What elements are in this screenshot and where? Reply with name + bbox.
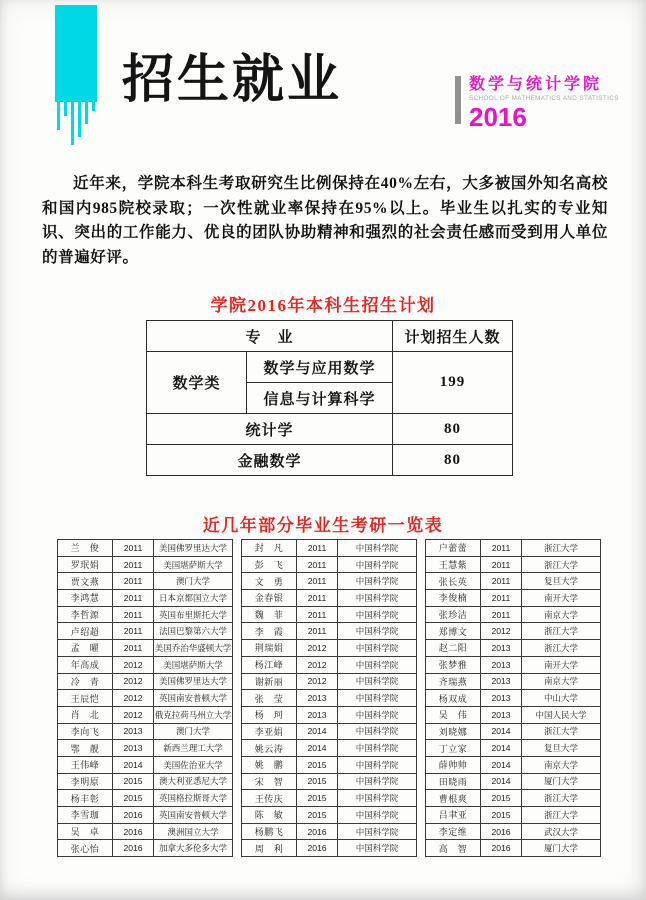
grad-cell-name: 李明原 (58, 773, 113, 790)
grad-cell-year: 2011 (113, 606, 154, 623)
grad-cell-school: 厦门大学 (522, 773, 601, 790)
grad-row (242, 573, 417, 590)
grad-row (242, 740, 417, 757)
grad-row (426, 723, 601, 740)
brush-drip-icon (78, 100, 81, 137)
grad-cell-school: 澳洲国立大学 (154, 823, 233, 840)
grad-cell-year: 2011 (297, 623, 338, 640)
grad-cell-name: 周 利 (242, 840, 297, 857)
grad-cell-name: 李向飞 (58, 723, 113, 740)
grad-cell-name: 吕聿亚 (426, 807, 481, 824)
grad-cell-school: 南京大学 (522, 606, 601, 623)
grad-row (426, 706, 601, 723)
grad-cell-name: 郑博文 (426, 623, 481, 640)
grad-cell-school: 美国堪萨斯大学 (154, 556, 233, 573)
grad-cell-year: 2016 (297, 823, 338, 840)
grad-cell-name: 李 霞 (242, 623, 297, 640)
grad-cell-school: 浙江大学 (522, 723, 601, 740)
grad-cell-year: 2011 (113, 573, 154, 590)
grad-row (426, 756, 601, 773)
grad-cell-year: 2015 (297, 807, 338, 824)
grad-cell-school: 南京大学 (522, 756, 601, 773)
grad-cell-school: 中国科学院 (338, 573, 417, 590)
grad-cell-year: 2013 (481, 706, 522, 723)
grad-cell-year: 2013 (297, 706, 338, 723)
grad-cell-school: 英国格拉斯哥大学 (154, 790, 233, 807)
grad-row (242, 840, 417, 857)
grad-row (58, 740, 233, 757)
plan-header-major: 专 业 (147, 321, 393, 352)
grad-cell-name: 封 凡 (242, 540, 297, 557)
grad-row (58, 756, 233, 773)
grad-cell-name: 年高成 (58, 656, 113, 673)
grad-cell-year: 2014 (297, 740, 338, 757)
grad-cell-year: 2011 (113, 590, 154, 607)
grad-cell-school: 浙江大学 (522, 540, 601, 557)
grad-table-middle (241, 539, 417, 857)
grad-cell-school: 中国科学院 (338, 840, 417, 857)
grad-cell-name: 魏 菲 (242, 606, 297, 623)
grad-cell-name: 姚 鹏 (242, 756, 297, 773)
grad-row (242, 706, 417, 723)
grad-row (58, 590, 233, 607)
grad-cell-year: 2014 (481, 756, 522, 773)
grad-row (58, 706, 233, 723)
grad-cell-school: 中国科学院 (338, 540, 417, 557)
plan-major: 数学与应用数学 (247, 352, 393, 383)
grad-row (242, 790, 417, 807)
grad-row (58, 656, 233, 673)
grad-row (426, 623, 601, 640)
grad-list-title: 近几年部分毕业生考研一览表 (202, 516, 444, 535)
grad-row (426, 590, 601, 607)
grad-cell-school: 澳大利亚悉尼大学 (154, 773, 233, 790)
grad-cell-year: 2015 (297, 756, 338, 773)
grad-table-left (57, 539, 233, 857)
grad-row (242, 556, 417, 573)
badge-year: 2016 (469, 101, 527, 132)
grad-cell-school: 浙江大学 (522, 623, 601, 640)
grad-cell-year: 2011 (297, 540, 338, 557)
grad-row (58, 840, 233, 857)
school-badge (455, 76, 619, 130)
brush-drip-icon (92, 100, 95, 111)
grad-cell-name: 王慧紫 (426, 556, 481, 573)
grad-cell-name: 彭 飞 (242, 556, 297, 573)
grad-cell-school: 中国科学院 (338, 773, 417, 790)
grad-row (242, 640, 417, 657)
grad-row (426, 740, 601, 757)
grad-row (426, 573, 601, 590)
grad-row (426, 773, 601, 790)
grad-row (58, 556, 233, 573)
grad-cell-school: 浙江大学 (522, 556, 601, 573)
grad-cell-year: 2014 (481, 773, 522, 790)
grad-cell-year: 2014 (113, 756, 154, 773)
grad-cell-year: 2012 (481, 623, 522, 640)
grad-cell-school: 中国科学院 (338, 756, 417, 773)
grad-cell-name: 文 勇 (242, 573, 297, 590)
grad-cell-year: 2011 (113, 556, 154, 573)
grad-cell-school: 武汉大学 (522, 823, 601, 840)
grad-cell-school: 中国科学院 (338, 790, 417, 807)
grad-cell-school: 复旦大学 (522, 573, 601, 590)
grad-cell-name: 张梦雅 (426, 656, 481, 673)
grad-row (58, 673, 233, 690)
grad-cell-year: 2011 (297, 606, 338, 623)
grad-cell-name: 张心怡 (58, 840, 113, 857)
grad-cell-name: 李定维 (426, 823, 481, 840)
grad-cell-year: 2016 (481, 823, 522, 840)
grad-row (58, 723, 233, 740)
grad-cell-name: 杨鹏飞 (242, 823, 297, 840)
grad-cell-school: 日本京都国立大学 (154, 590, 233, 607)
grad-cell-year: 2011 (297, 590, 338, 607)
grad-cell-name: 田晓雨 (426, 773, 481, 790)
brush-drip-icon (64, 100, 67, 116)
grad-cell-year: 2013 (481, 673, 522, 690)
grad-cell-name: 卢绍超 (58, 623, 113, 640)
grad-cell-year: 2014 (297, 723, 338, 740)
grad-row (426, 790, 601, 807)
grad-cell-year: 2011 (297, 573, 338, 590)
grad-tables (57, 539, 601, 857)
grad-cell-school: 浙江大学 (522, 640, 601, 657)
grad-cell-year: 2015 (481, 807, 522, 824)
badge-bar (455, 76, 461, 124)
grad-cell-year: 2015 (481, 790, 522, 807)
grad-cell-name: 金春银 (242, 590, 297, 607)
grad-cell-year: 2012 (297, 673, 338, 690)
grad-row (242, 807, 417, 824)
grad-cell-name: 冷 青 (58, 673, 113, 690)
grad-cell-name: 罗珉娟 (58, 556, 113, 573)
grad-cell-school: 中国科学院 (338, 673, 417, 690)
grad-row (426, 656, 601, 673)
grad-cell-school: 英国南安普顿大学 (154, 807, 233, 824)
grad-cell-school: 法国巴黎第六大学 (154, 623, 233, 640)
grad-cell-name: 杨丰彰 (58, 790, 113, 807)
grad-table-right (425, 539, 601, 857)
grad-cell-school: 中国科学院 (338, 740, 417, 757)
grad-cell-year: 2012 (113, 673, 154, 690)
plan-count: 199 (393, 352, 513, 414)
grad-cell-year: 2013 (113, 723, 154, 740)
grad-cell-school: 南开大学 (522, 590, 601, 607)
grad-row (242, 773, 417, 790)
grad-cell-year: 2012 (113, 656, 154, 673)
grad-cell-name: 谢新丽 (242, 673, 297, 690)
grad-cell-year: 2011 (481, 556, 522, 573)
grad-cell-name: 李俊楠 (426, 590, 481, 607)
grad-row (426, 823, 601, 840)
grad-cell-name: 户蕾蕾 (426, 540, 481, 557)
plan-row (147, 414, 513, 445)
grad-cell-year: 2013 (481, 690, 522, 707)
grad-cell-year: 2015 (113, 790, 154, 807)
grad-cell-year: 2015 (113, 773, 154, 790)
grad-cell-school: 中国科学院 (338, 690, 417, 707)
grad-cell-school: 美国堪萨斯大学 (154, 656, 233, 673)
grad-cell-name: 鄂 靓 (58, 740, 113, 757)
grad-cell-school: 新西兰理工大学 (154, 740, 233, 757)
grad-cell-year: 2011 (297, 556, 338, 573)
grad-cell-name: 杨 珂 (242, 706, 297, 723)
grad-row (426, 673, 601, 690)
grad-cell-school: 中国科学院 (338, 606, 417, 623)
grad-row (242, 673, 417, 690)
grad-row (58, 773, 233, 790)
grad-cell-school: 浙江大学 (522, 807, 601, 824)
grad-cell-year: 2014 (481, 723, 522, 740)
grad-row (58, 690, 233, 707)
grad-cell-name: 赵二阳 (426, 640, 481, 657)
brush-drip-icon (71, 100, 74, 145)
grad-cell-name: 贾文燕 (58, 573, 113, 590)
grad-row (426, 840, 601, 857)
grad-cell-name: 杨双成 (426, 690, 481, 707)
grad-row (426, 540, 601, 557)
enrollment-plan-table (146, 320, 513, 476)
grad-cell-school: 美国佐治亚大学 (154, 756, 233, 773)
grad-cell-name: 刘晓娜 (426, 723, 481, 740)
grad-cell-year: 2012 (297, 656, 338, 673)
grad-cell-school: 南开大学 (522, 656, 601, 673)
grad-row (426, 606, 601, 623)
grad-cell-name: 姚云涛 (242, 740, 297, 757)
grad-cell-year: 2013 (481, 640, 522, 657)
grad-cell-school: 美国佛罗里达大学 (154, 540, 233, 557)
badge-text-block (469, 76, 619, 130)
grad-cell-name: 张长英 (426, 573, 481, 590)
grad-cell-year: 2011 (481, 606, 522, 623)
grad-cell-name: 吴 伟 (426, 706, 481, 723)
plan-header-count: 计划招生人数 (393, 321, 513, 352)
grad-cell-name: 齐瑞燕 (426, 673, 481, 690)
grad-cell-year: 2011 (113, 623, 154, 640)
grad-cell-year: 2011 (481, 573, 522, 590)
grad-cell-name: 曹根爽 (426, 790, 481, 807)
grad-cell-year: 2013 (297, 690, 338, 707)
grad-cell-year: 2011 (113, 640, 154, 657)
grad-cell-name: 荆瑞娟 (242, 640, 297, 657)
grad-cell-school: 美国佛罗里达大学 (154, 673, 233, 690)
grad-cell-school: 中山大学 (522, 690, 601, 707)
grad-cell-name: 吴 卓 (58, 823, 113, 840)
grad-cell-year: 2016 (481, 840, 522, 857)
grad-cell-year: 2011 (481, 590, 522, 607)
grad-cell-year: 2016 (297, 840, 338, 857)
grad-cell-name: 张珍洁 (426, 606, 481, 623)
brush-drip-icon (57, 100, 60, 130)
grad-row (242, 823, 417, 840)
grad-cell-school: 浙江大学 (522, 790, 601, 807)
grad-cell-name: 高 智 (426, 840, 481, 857)
plan-major: 信息与计算科学 (247, 383, 393, 414)
grad-cell-year: 2013 (113, 740, 154, 757)
grad-cell-school: 中国科学院 (338, 723, 417, 740)
grad-cell-year: 2013 (481, 656, 522, 673)
grad-cell-school: 中国科学院 (338, 823, 417, 840)
grad-cell-school: 中国科学院 (338, 807, 417, 824)
grad-cell-name: 孟 曜 (58, 640, 113, 657)
grad-cell-school: 中国科学院 (338, 556, 417, 573)
plan-header-row (147, 321, 513, 352)
grad-cell-name: 王传庆 (242, 790, 297, 807)
grad-cell-school: 复旦大学 (522, 740, 601, 757)
plan-major: 统计学 (147, 414, 393, 445)
grad-cell-school: 美国乔治华盛顿大学 (154, 640, 233, 657)
grad-cell-year: 2011 (113, 540, 154, 557)
grad-cell-school: 加拿大多伦多大学 (154, 840, 233, 857)
grad-cell-name: 李雪珈 (58, 807, 113, 824)
grad-cell-school: 澳门大学 (154, 573, 233, 590)
grad-row (58, 623, 233, 640)
grad-cell-school: 英国南安普顿大学 (154, 690, 233, 707)
plan-row (147, 352, 513, 383)
plan-count: 80 (393, 414, 513, 445)
grad-cell-name: 陈 敏 (242, 807, 297, 824)
grad-cell-year: 2012 (297, 640, 338, 657)
grad-row (242, 656, 417, 673)
grad-row (242, 590, 417, 607)
plan-major: 金融数学 (147, 445, 393, 476)
grad-row (242, 723, 417, 740)
grad-row (58, 573, 233, 590)
grad-cell-name: 李鸿慧 (58, 590, 113, 607)
grad-cell-year: 2012 (113, 706, 154, 723)
grad-cell-school: 南京大学 (522, 673, 601, 690)
grad-cell-school: 中国科学院 (338, 656, 417, 673)
grad-row (426, 807, 601, 824)
grad-cell-name: 宋 智 (242, 773, 297, 790)
grad-row (242, 540, 417, 557)
grad-row (242, 623, 417, 640)
plan-group-label: 数学类 (147, 352, 247, 414)
grad-cell-name: 王伟峰 (58, 756, 113, 773)
grad-cell-year: 2016 (113, 823, 154, 840)
grad-cell-year: 2014 (481, 740, 522, 757)
brush-stroke-icon (55, 5, 97, 102)
grad-row (58, 606, 233, 623)
grad-cell-year: 2016 (113, 807, 154, 824)
grad-cell-name: 王辰恺 (58, 690, 113, 707)
grad-row (58, 790, 233, 807)
grad-row (426, 556, 601, 573)
school-name-en: SCHOOL OF MATHEMATICS AND STATISTICS (469, 94, 619, 102)
grad-row (242, 690, 417, 707)
grad-cell-school: 中国人民大学 (522, 706, 601, 723)
grad-cell-year: 2015 (297, 790, 338, 807)
grad-cell-name: 张 莹 (242, 690, 297, 707)
grad-row (58, 807, 233, 824)
grad-cell-name: 杨江峰 (242, 656, 297, 673)
grad-cell-school: 中国科学院 (338, 590, 417, 607)
grad-cell-name: 肖 北 (58, 706, 113, 723)
grad-cell-year: 2011 (481, 540, 522, 557)
grad-cell-school: 澳门大学 (154, 723, 233, 740)
grad-row (58, 823, 233, 840)
grad-cell-school: 中国科学院 (338, 640, 417, 657)
plan-count: 80 (393, 445, 513, 476)
school-name: 数学与统计学院 (469, 76, 603, 93)
grad-cell-year: 2015 (297, 773, 338, 790)
grad-cell-school: 英国布里斯托大学 (154, 606, 233, 623)
grad-row (58, 640, 233, 657)
grad-row (242, 606, 417, 623)
plan-table-title: 学院2016年本科生招生计划 (210, 296, 436, 315)
intro-paragraph: 近年来，学院本科生考取研究生比例保持在40%左右，大多被国外知名高校和国内985院校录取；一次性就业率保持在95%以上。毕业生以扎实的专业知识、突出的工作能力、优良的团队协助精神和强烈的社会责任感而受到用人单位的普遍好评。 (42, 175, 608, 266)
grad-row (242, 756, 417, 773)
grad-cell-name: 兰 俊 (58, 540, 113, 557)
grad-cell-year: 2012 (113, 690, 154, 707)
grad-cell-name: 丁立家 (426, 740, 481, 757)
page-title: 招生就业 (122, 51, 343, 109)
grad-row (426, 640, 601, 657)
grad-cell-name: 薛帅帅 (426, 756, 481, 773)
plan-row (147, 445, 513, 476)
grad-row (426, 690, 601, 707)
grad-cell-school: 中国科学院 (338, 706, 417, 723)
grad-cell-year: 2016 (113, 840, 154, 857)
grad-cell-name: 李哲源 (58, 606, 113, 623)
grad-cell-name: 李亚娟 (242, 723, 297, 740)
grad-row (58, 540, 233, 557)
grad-cell-school: 厦门大学 (522, 840, 601, 857)
grad-cell-school: 俄克拉荷马州立大学 (154, 706, 233, 723)
grad-cell-school: 中国科学院 (338, 623, 417, 640)
brush-drip-icon (85, 100, 88, 124)
